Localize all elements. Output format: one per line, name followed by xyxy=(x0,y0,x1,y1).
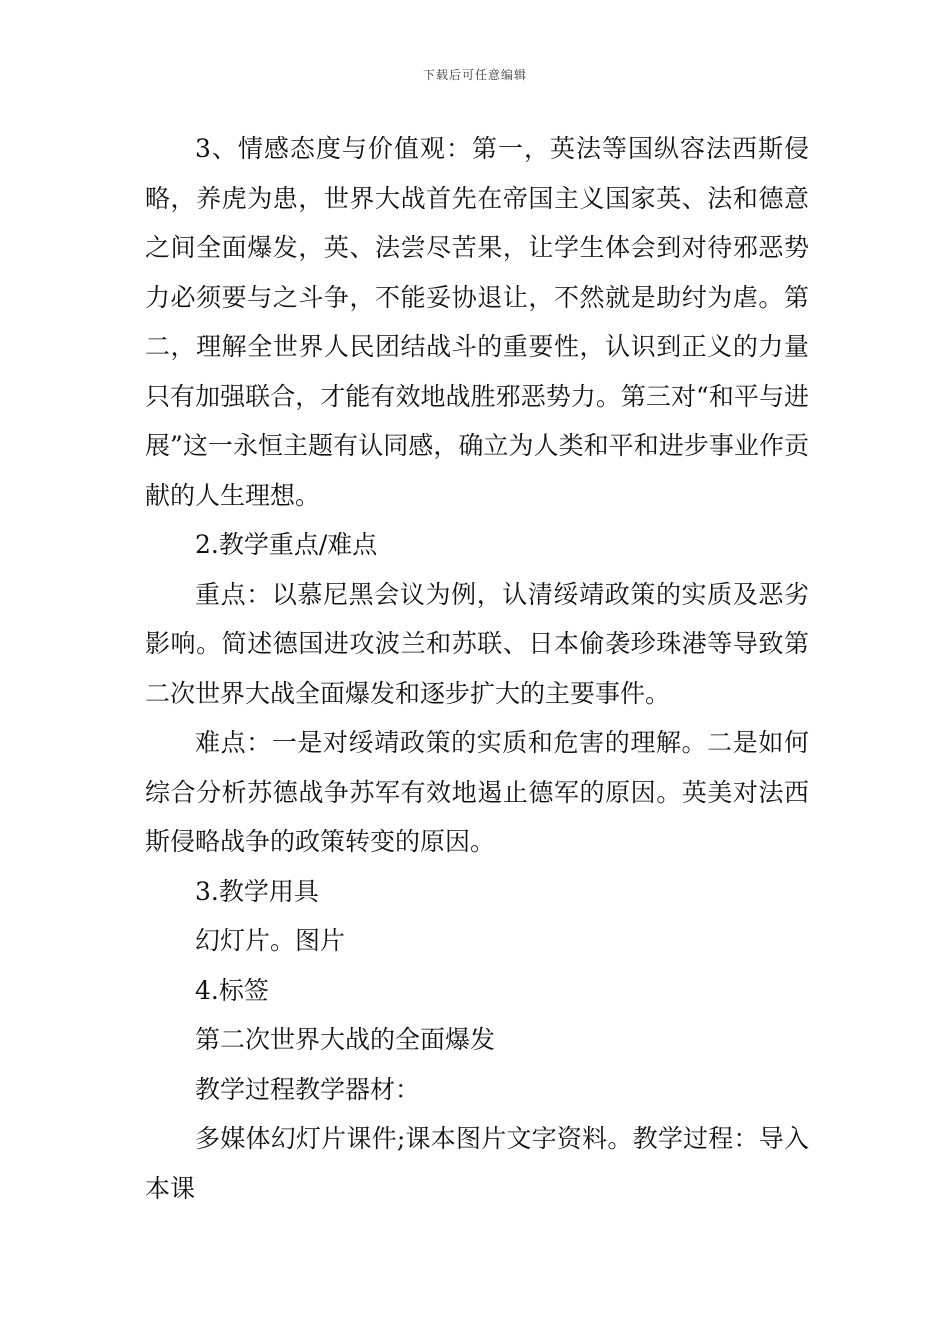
paragraph-process-materials: 教学过程教学器材： xyxy=(195,1074,421,1104)
paragraph-emotion-goal: 3、情感态度与价值观：第一，英法等国纵容法西斯侵略，养虎为患，世界大战首先在帝国主义国家英、法和德意之间全面爆发，英、法尝尽苦果，让学生体会到对待邪恶势力必须要与之斗争，不能妥协退让，不然就是助纣为虐。第二，理解全世界人民团结战斗的重要性，认识到正义的力量只有加强联合，才能有效地战胜邪恶势力。第三对“和平与进展”这一永恒主题有认同感，确立为人类和平和进步事业作贡献的人生理想。 xyxy=(145,134,809,510)
heading-tools: 3.教学用具 xyxy=(195,876,319,906)
paragraph-difficult-points: 难点：一是对绥靖政策的实质和危害的理解。二是如何综合分析苏德战争苏军有效地遏止德军的原因。英美对法西斯侵略战争的政策转变的原因。 xyxy=(145,728,809,856)
paragraph-tags: 第二次世界大战的全面爆发 xyxy=(195,1025,496,1054)
paragraph-tools: 幻灯片。图片 xyxy=(195,926,346,955)
heading-tags: 4.标签 xyxy=(195,975,269,1005)
paragraph-process-intro: 多媒体幻灯片课件;课本图片文字资料。教学过程：导入本课 xyxy=(145,1124,809,1203)
paragraph-key-points: 重点：以慕尼黑会议为例，认清绥靖政策的实质及恶劣影响。简述德国进攻波兰和苏联、日本偷袭珍珠港等导致第二次世界大战全面爆发和逐步扩大的主要事件。 xyxy=(145,579,809,708)
heading-key-points: 2.教学重点/难点 xyxy=(195,530,378,559)
document-body xyxy=(145,124,809,1213)
header-note: 下载后可任意编辑 xyxy=(422,68,527,82)
